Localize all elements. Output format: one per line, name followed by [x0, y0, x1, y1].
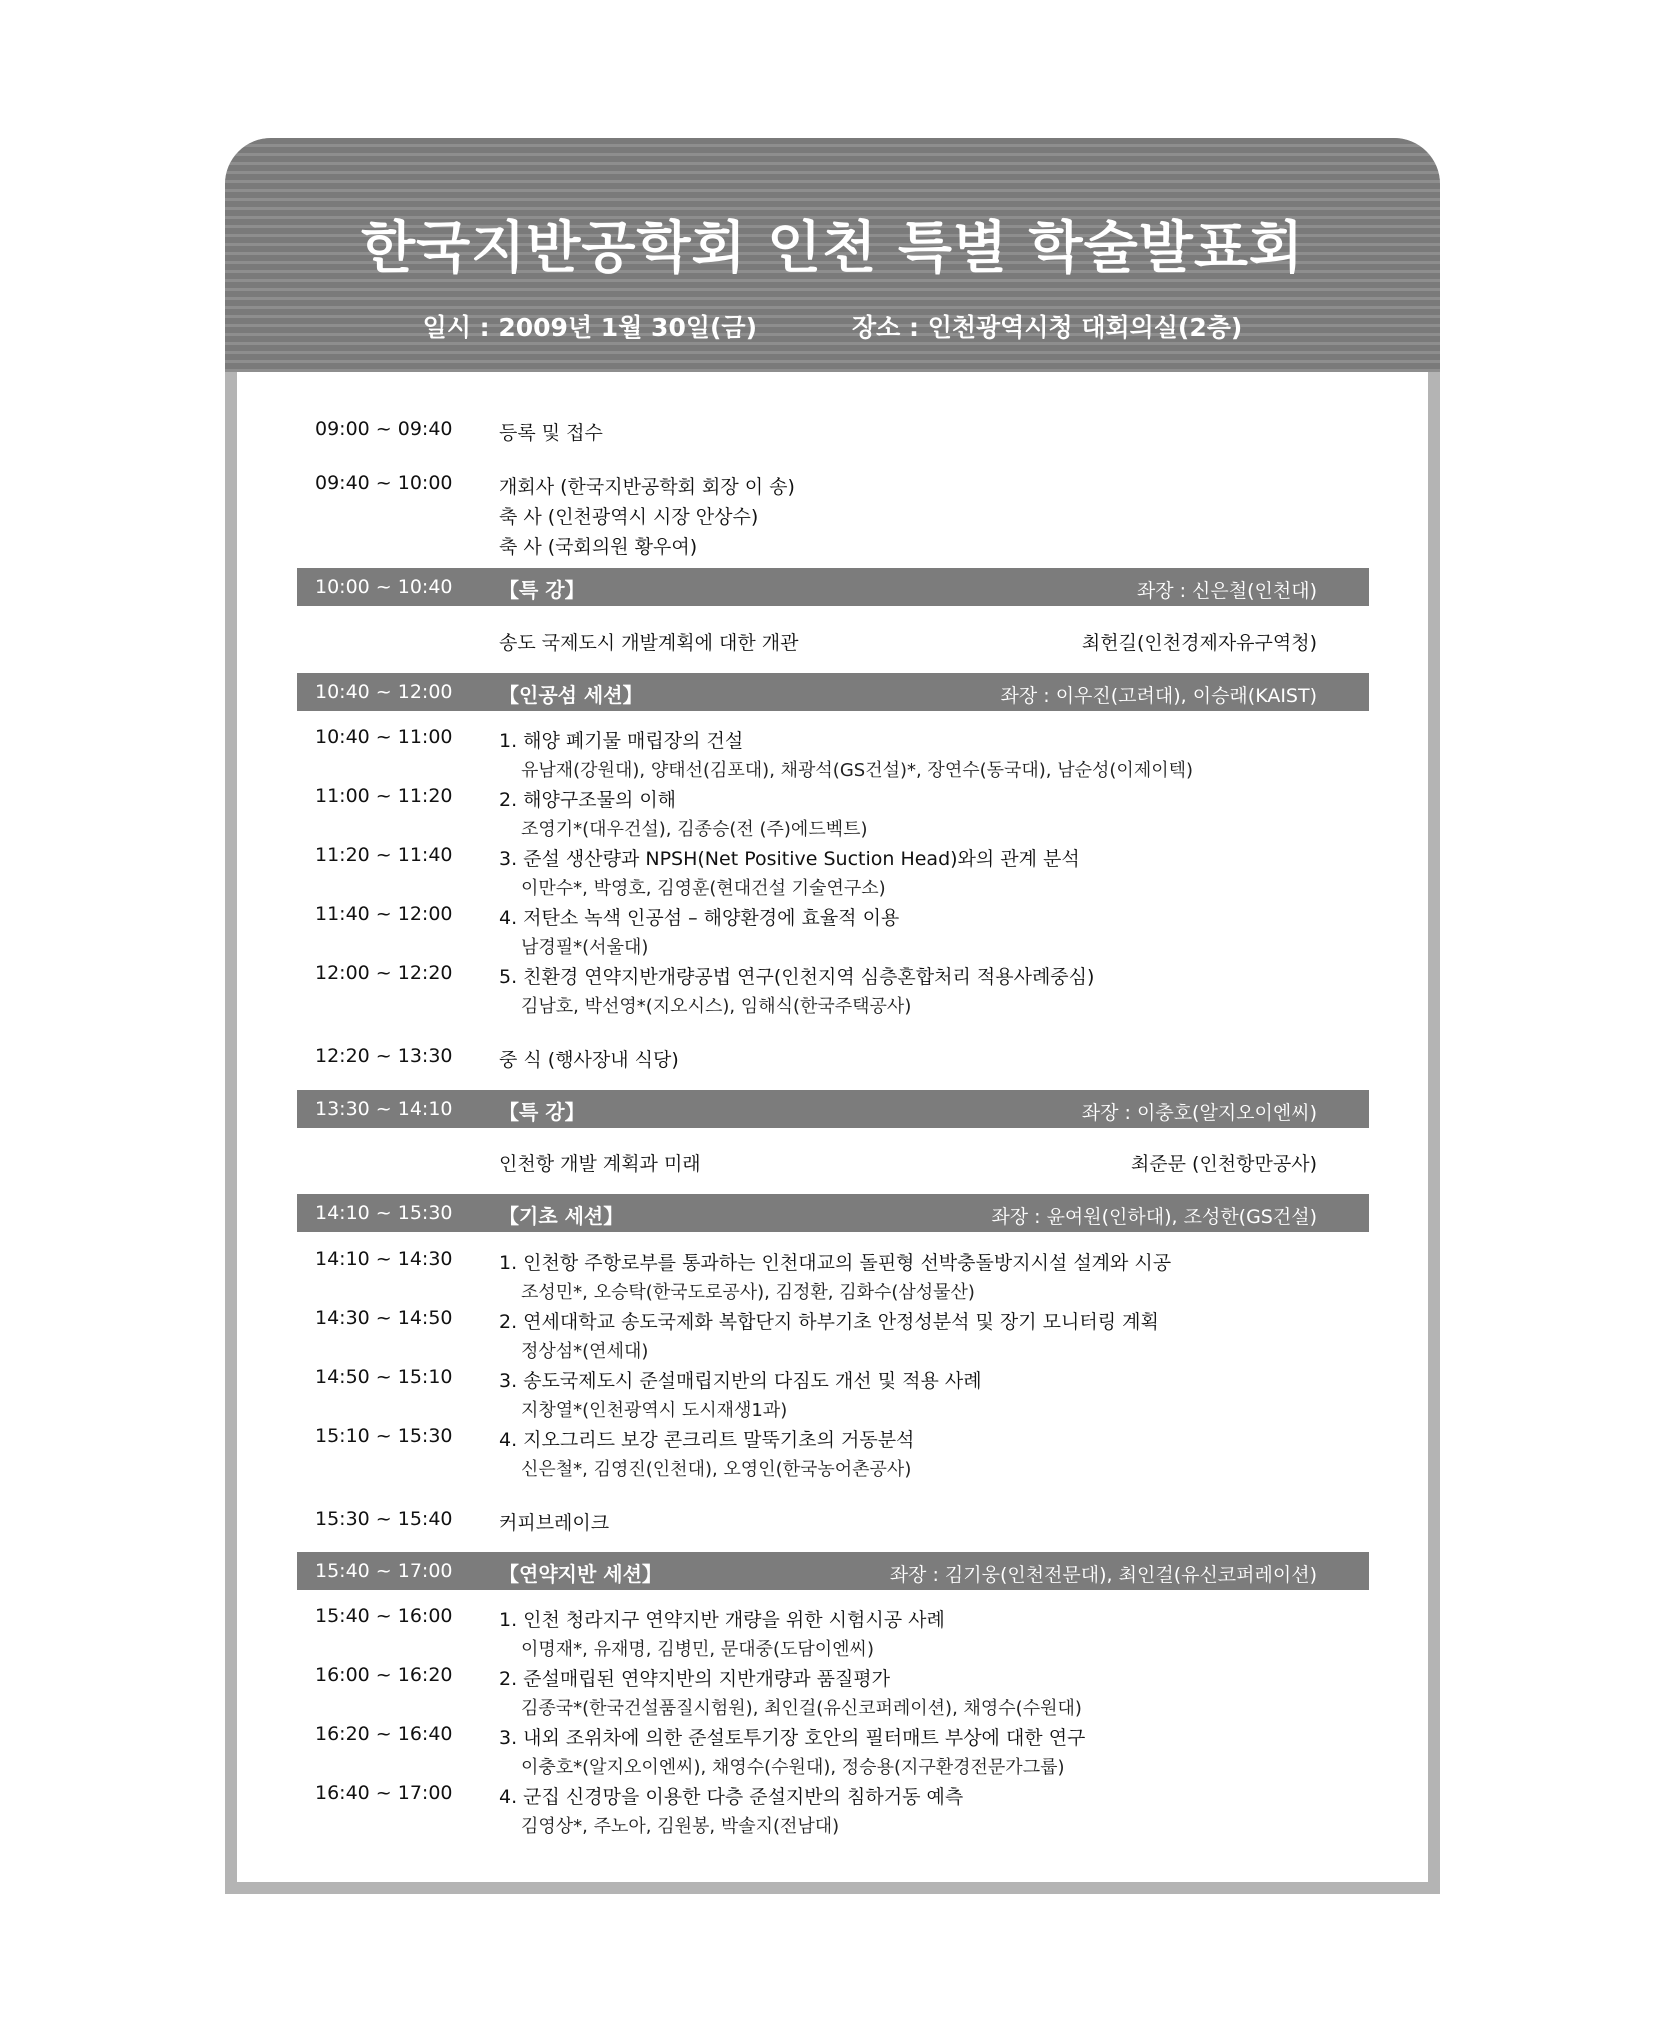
time-slot: 14:50 ~ 15:10 — [315, 1366, 453, 1388]
session-chair: 좌장 : 이우진(고려대), 이승래(KAIST) — [1000, 685, 1317, 707]
talk-title: 1. 해양 폐기물 매립장의 건설 — [499, 730, 744, 752]
talk-authors: 김종국*(한국건설품질시험원), 최인걸(유신코퍼레이션), 채영수(수원대) — [521, 1698, 1082, 1719]
talk-title: 2. 연세대학교 송도국제화 복합단지 하부기초 안정성분석 및 장기 모니터링 계획 — [499, 1311, 1159, 1333]
session-time: 10:00 ~ 10:40 — [315, 576, 453, 598]
time-slot: 11:20 ~ 11:40 — [315, 844, 453, 866]
time-slot: 16:20 ~ 16:40 — [315, 1723, 453, 1745]
time-slot: 15:10 ~ 15:30 — [315, 1425, 453, 1447]
time-slot: 11:00 ~ 11:20 — [315, 785, 453, 807]
talk-title: 인천항 개발 계획과 미래 — [499, 1153, 701, 1175]
talk-speaker: 최준문 (인천항만공사) — [1130, 1153, 1317, 1175]
talk-speaker: 최헌길(인천경제자유구역청) — [1081, 632, 1317, 654]
schedule-text: 등록 및 접수 — [499, 422, 603, 444]
session-label: 【특 강】 — [499, 1100, 585, 1124]
talk-authors: 조영기*(대우건설), 김종승(전 (주)에드벡트) — [521, 819, 868, 840]
time-slot: 09:40 ~ 10:00 — [315, 472, 453, 494]
talk-title: 5. 친환경 연약지반개량공법 연구(인천지역 심층혼합처리 적용사례중심) — [499, 966, 1095, 988]
talk-title: 2. 준설매립된 연약지반의 지반개량과 품질평가 — [499, 1668, 891, 1690]
time-slot: 14:30 ~ 14:50 — [315, 1307, 453, 1329]
talk-authors: 지창열*(인천광역시 도시재생1과) — [521, 1400, 788, 1421]
session-label: 【기초 세션】 — [499, 1204, 624, 1228]
event-date: 일시 : 2009년 1월 30일(금) — [422, 313, 758, 342]
time-slot: 09:00 ~ 09:40 — [315, 418, 453, 440]
talk-authors: 정상섬*(연세대) — [521, 1341, 649, 1362]
talk-title: 3. 송도국제도시 준설매립지반의 다짐도 개선 및 적용 사례 — [499, 1370, 982, 1392]
session-bar-artificial-island — [297, 673, 1369, 711]
session-chair: 좌장 : 신은철(인천대) — [1136, 580, 1317, 602]
time-slot: 14:10 ~ 14:30 — [315, 1248, 453, 1270]
talk-title: 3. 내외 조위차에 의한 준설토투기장 호안의 필터매트 부상에 대한 연구 — [499, 1727, 1086, 1749]
talk-authors: 남경필*(서울대) — [521, 937, 649, 958]
talk-title: 4. 지오그리드 보강 콘크리트 말뚝기초의 거동분석 — [499, 1429, 915, 1451]
time-slot: 12:00 ~ 12:20 — [315, 962, 453, 984]
time-slot: 15:40 ~ 16:00 — [315, 1605, 453, 1627]
talk-authors: 신은철*, 김영진(인천대), 오영인(한국농어촌공사) — [521, 1459, 912, 1480]
talk-authors: 조성민*, 오승탁(한국도로공사), 김정환, 김화수(삼성물산) — [521, 1282, 975, 1303]
talk-authors: 유남재(강원대), 양태선(김포대), 채광석(GS건설)*, 장연수(동국대), 남순성(이제이텍) — [521, 760, 1194, 781]
program-frame — [225, 138, 1440, 1894]
page-title: 한국지반공학회 인천 특별 학술발표회 — [360, 216, 1305, 281]
time-slot: 10:40 ~ 11:00 — [315, 726, 453, 748]
session-bar-special-lecture-2 — [297, 1090, 1369, 1128]
session-bar-special-lecture-1 — [297, 568, 1369, 606]
schedule-text: 축 사 (국회의원 황우여) — [499, 536, 698, 558]
talk-authors: 이충호*(알지오이엔씨), 채영수(수원대), 정승용(지구환경전문가그룹) — [521, 1757, 1065, 1778]
time-slot: 12:20 ~ 13:30 — [315, 1045, 453, 1067]
talk-authors: 김남호, 박선영*(지오시스), 임해식(한국주택공사) — [521, 996, 912, 1017]
session-bar-soft-ground — [297, 1552, 1369, 1590]
session-chair: 좌장 : 김기웅(인천전문대), 최인걸(유신코퍼레이션) — [889, 1564, 1317, 1586]
session-time: 13:30 ~ 14:10 — [315, 1098, 453, 1120]
time-slot: 16:00 ~ 16:20 — [315, 1664, 453, 1686]
schedule-text: 축 사 (인천광역시 시장 안상수) — [499, 506, 759, 528]
talk-title: 1. 인천 청라지구 연약지반 개량을 위한 시험시공 사례 — [499, 1609, 945, 1631]
session-chair: 좌장 : 윤여원(인하대), 조성한(GS건설) — [991, 1206, 1317, 1228]
session-chair: 좌장 : 이충호(알지오이엔씨) — [1081, 1102, 1317, 1124]
talk-title: 4. 저탄소 녹색 인공섬 – 해양환경에 효율적 이용 — [499, 907, 900, 929]
session-time: 10:40 ~ 12:00 — [315, 681, 453, 703]
session-time: 15:40 ~ 17:00 — [315, 1560, 453, 1582]
schedule-text: 커피브레이크 — [499, 1512, 610, 1534]
talk-authors: 이명재*, 유재명, 김병민, 문대중(도담이엔씨) — [521, 1639, 874, 1660]
talk-title: 송도 국제도시 개발계획에 대한 개관 — [499, 632, 799, 654]
time-slot: 15:30 ~ 15:40 — [315, 1508, 453, 1530]
session-time: 14:10 ~ 15:30 — [315, 1202, 453, 1224]
talk-title: 3. 준설 생산량과 NPSH(Net Positive Suction Head)와의 관계 분석 — [499, 848, 1080, 870]
time-slot: 11:40 ~ 12:00 — [315, 903, 453, 925]
session-label: 【특 강】 — [499, 578, 585, 602]
talk-title: 2. 해양구조물의 이해 — [499, 789, 677, 811]
session-bar-foundation — [297, 1194, 1369, 1232]
event-info — [225, 308, 1440, 344]
time-slot: 16:40 ~ 17:00 — [315, 1782, 453, 1804]
session-label: 【연약지반 세션】 — [499, 1562, 662, 1586]
schedule-text: 중 식 (행사장내 식당) — [499, 1049, 679, 1071]
talk-authors: 김영상*, 주노아, 김원봉, 박솔지(전남대) — [521, 1816, 840, 1837]
event-venue: 장소 : 인천광역시청 대회의실(2층) — [852, 313, 1243, 342]
talk-title: 4. 군집 신경망을 이용한 다층 준설지반의 침하거동 예측 — [499, 1786, 964, 1808]
session-label: 【인공섬 세션】 — [499, 683, 643, 707]
program-schedule — [237, 372, 1428, 1882]
talk-title: 1. 인천항 주항로부를 통과하는 인천대교의 돌핀형 선박충돌방지시설 설계와 시공 — [499, 1252, 1172, 1274]
schedule-text: 개회사 (한국지반공학회 회장 이 송) — [499, 476, 795, 498]
talk-authors: 이만수*, 박영호, 김영훈(현대건설 기술연구소) — [521, 878, 886, 899]
program-header — [225, 138, 1440, 372]
